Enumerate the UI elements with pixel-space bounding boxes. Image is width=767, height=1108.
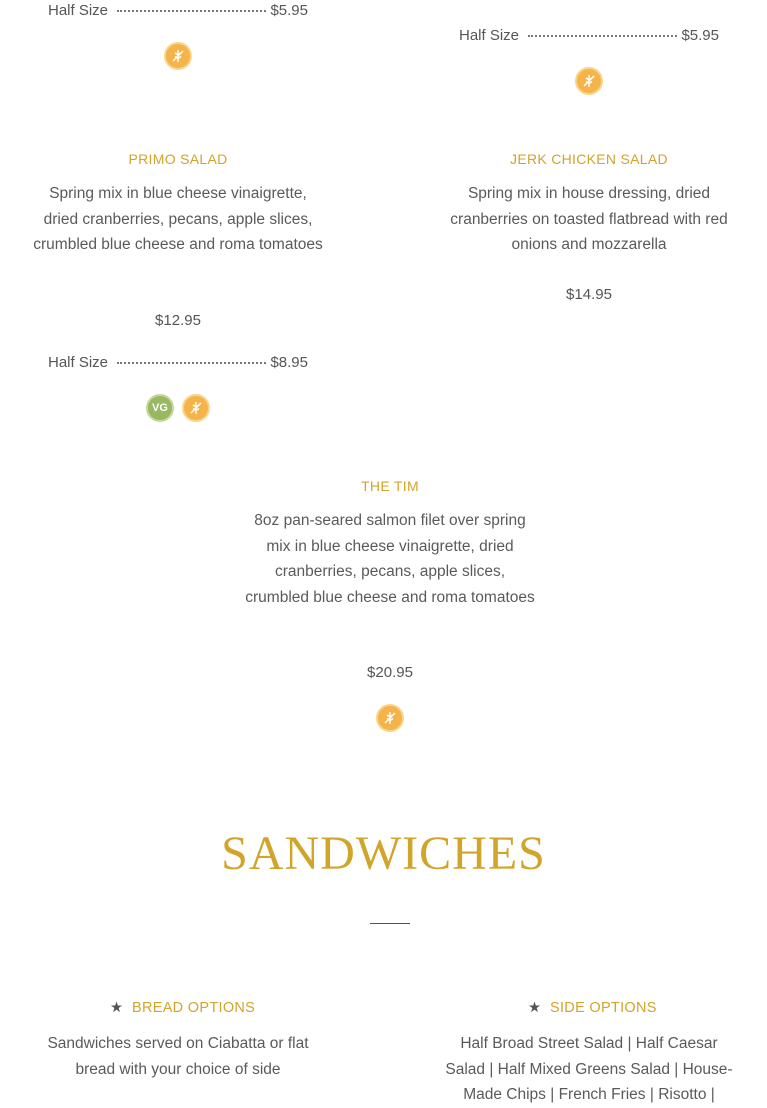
sandwiches-section-title: SANDWICHES bbox=[221, 827, 546, 880]
gluten-free-icon bbox=[182, 394, 210, 422]
bread-options-heading bbox=[110, 1000, 255, 1016]
the-tim-description: 8oz pan-seared salmon filet over spring mix in blue cheese vinaigrette, dried cranberries, pecans, apple slices, crumbled blue cheese and roma tomatoes bbox=[245, 512, 535, 607]
half-size-label: Half Size bbox=[48, 2, 109, 19]
leader-dots bbox=[528, 34, 677, 37]
primo-salad-description: Spring mix in blue cheese vinaigrette, dried cranberries, pecans, apple slices, crumbled blue cheese and roma tomatoes bbox=[33, 185, 323, 254]
the-tim-title: THE TIM bbox=[361, 478, 419, 494]
side-options-title: SIDE OPTIONS bbox=[550, 1000, 657, 1016]
star-icon: ★ bbox=[110, 1000, 123, 1016]
jerk-chicken-salad-title: JERK CHICKEN SALAD bbox=[510, 151, 668, 167]
half-size-label: Half Size bbox=[459, 27, 520, 44]
half-size-row-primo bbox=[48, 354, 308, 374]
half-size-label: Half Size bbox=[48, 354, 109, 371]
half-size-price: $5.95 bbox=[270, 2, 308, 19]
gluten-free-icon bbox=[575, 67, 603, 95]
half-size-row-left-top bbox=[48, 2, 308, 22]
leader-dots bbox=[117, 9, 266, 12]
side-options-description: Half Broad Street Salad | Half Caesar Salad | Half Mixed Greens Salad | House-Made Chips | French Fries | Risotto | bbox=[445, 1035, 733, 1104]
gluten-free-icon bbox=[164, 42, 192, 70]
leader-dots bbox=[117, 361, 266, 364]
bread-options-description: Sandwiches served on Ciabatta or flat bread with your choice of side bbox=[47, 1035, 309, 1078]
half-size-row-right-top bbox=[459, 27, 719, 47]
jerk-chicken-salad-price: $14.95 bbox=[566, 286, 612, 303]
vegan-icon: VG bbox=[146, 394, 174, 422]
half-size-price: $5.95 bbox=[681, 27, 719, 44]
primo-salad-price: $12.95 bbox=[155, 312, 201, 329]
star-icon: ★ bbox=[528, 1000, 541, 1016]
bread-options-title: BREAD OPTIONS bbox=[132, 1000, 256, 1016]
section-divider bbox=[370, 923, 410, 924]
half-size-price: $8.95 bbox=[270, 354, 308, 371]
primo-salad-title: PRIMO SALAD bbox=[128, 151, 228, 167]
side-options-heading bbox=[528, 1000, 657, 1016]
gluten-free-icon bbox=[376, 704, 404, 732]
the-tim-price: $20.95 bbox=[367, 664, 413, 681]
jerk-chicken-salad-description: Spring mix in house dressing, dried cranberries on toasted flatbread with red onions and mozzarella bbox=[450, 185, 728, 254]
